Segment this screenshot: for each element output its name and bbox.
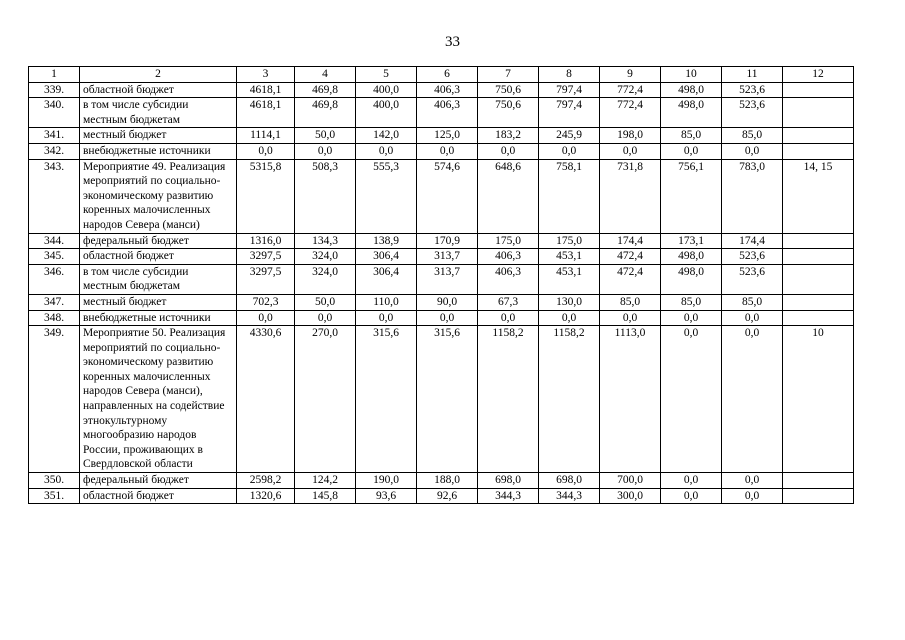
table-row: [29, 82, 854, 98]
row-index: 349.: [29, 326, 80, 473]
value-cell: 772,4: [600, 82, 661, 98]
row-name: федеральный бюджет: [80, 473, 237, 489]
value-cell: 344,3: [539, 488, 600, 504]
table-row: [29, 159, 854, 233]
value-cell: 498,0: [661, 264, 722, 294]
value-cell: 300,0: [600, 488, 661, 504]
value-cell: 125,0: [417, 128, 478, 144]
table-row: [29, 143, 854, 159]
value-cell: 0,0: [722, 488, 783, 504]
target-indicator-cell: [783, 310, 854, 326]
value-cell: 2598,2: [237, 473, 295, 489]
value-cell: 406,3: [417, 98, 478, 128]
value-cell: 90,0: [417, 294, 478, 310]
value-cell: 698,0: [539, 473, 600, 489]
value-cell: 498,0: [661, 82, 722, 98]
table-row: [29, 264, 854, 294]
value-cell: 0,0: [600, 310, 661, 326]
row-name: областной бюджет: [80, 488, 237, 504]
value-cell: 523,6: [722, 98, 783, 128]
value-cell: 700,0: [600, 473, 661, 489]
row-name: внебюджетные источники: [80, 143, 237, 159]
row-index: 347.: [29, 294, 80, 310]
value-cell: 313,7: [417, 249, 478, 265]
value-cell: 0,0: [661, 326, 722, 473]
target-indicator-cell: [783, 249, 854, 265]
value-cell: 469,8: [295, 82, 356, 98]
value-cell: 406,3: [478, 264, 539, 294]
column-number: 6: [417, 67, 478, 83]
value-cell: 188,0: [417, 473, 478, 489]
row-name: в том числе субсидии местным бюджетам: [80, 264, 237, 294]
column-number-row: [29, 67, 854, 83]
value-cell: 750,6: [478, 82, 539, 98]
row-name: Мероприятие 49. Реализация мероприятий по социально-экономическому развитию коренных малочисленных народов Севера (манси): [80, 159, 237, 233]
value-cell: 523,6: [722, 264, 783, 294]
value-cell: 5315,8: [237, 159, 295, 233]
value-cell: 50,0: [295, 128, 356, 144]
row-index: 343.: [29, 159, 80, 233]
value-cell: 3297,5: [237, 249, 295, 265]
value-cell: 406,3: [417, 82, 478, 98]
row-index: 348.: [29, 310, 80, 326]
value-cell: 453,1: [539, 249, 600, 265]
value-cell: 344,3: [478, 488, 539, 504]
value-cell: 315,6: [356, 326, 417, 473]
table-row: [29, 473, 854, 489]
value-cell: 245,9: [539, 128, 600, 144]
row-index: 346.: [29, 264, 80, 294]
value-cell: 750,6: [478, 98, 539, 128]
value-cell: 1316,0: [237, 233, 295, 249]
budget-table: [28, 66, 854, 504]
value-cell: 4618,1: [237, 82, 295, 98]
value-cell: 0,0: [237, 310, 295, 326]
row-name: областной бюджет: [80, 82, 237, 98]
value-cell: 469,8: [295, 98, 356, 128]
value-cell: 190,0: [356, 473, 417, 489]
column-number: 1: [29, 67, 80, 83]
value-cell: 0,0: [356, 310, 417, 326]
value-cell: 508,3: [295, 159, 356, 233]
value-cell: 0,0: [417, 310, 478, 326]
value-cell: 50,0: [295, 294, 356, 310]
value-cell: 0,0: [478, 143, 539, 159]
value-cell: 797,4: [539, 98, 600, 128]
target-indicator-cell: [783, 233, 854, 249]
value-cell: 406,3: [478, 249, 539, 265]
row-name: местный бюджет: [80, 128, 237, 144]
value-cell: 67,3: [478, 294, 539, 310]
row-name: в том числе субсидии местным бюджетам: [80, 98, 237, 128]
target-indicator-cell: [783, 264, 854, 294]
value-cell: 472,4: [600, 264, 661, 294]
table-row: [29, 233, 854, 249]
value-cell: 453,1: [539, 264, 600, 294]
value-cell: 1114,1: [237, 128, 295, 144]
value-cell: 731,8: [600, 159, 661, 233]
value-cell: 0,0: [661, 488, 722, 504]
value-cell: 1320,6: [237, 488, 295, 504]
value-cell: 0,0: [237, 143, 295, 159]
value-cell: 175,0: [478, 233, 539, 249]
table-row: [29, 326, 854, 473]
value-cell: 772,4: [600, 98, 661, 128]
value-cell: 145,8: [295, 488, 356, 504]
row-index: 342.: [29, 143, 80, 159]
table-body: [29, 67, 854, 504]
value-cell: 797,4: [539, 82, 600, 98]
target-indicator-cell: [783, 128, 854, 144]
value-cell: 92,6: [417, 488, 478, 504]
value-cell: 0,0: [661, 143, 722, 159]
value-cell: 0,0: [661, 473, 722, 489]
target-indicator-cell: [783, 473, 854, 489]
table-row: [29, 294, 854, 310]
value-cell: 170,9: [417, 233, 478, 249]
value-cell: 173,1: [661, 233, 722, 249]
table-row: [29, 128, 854, 144]
target-indicator-cell: 10: [783, 326, 854, 473]
value-cell: 1158,2: [478, 326, 539, 473]
row-name: Мероприятие 50. Реализация мероприятий по социально-экономическому развитию коренных малочисленных народов Севера (манси), направленных на содействие этнокультурному многообразию народов России, проживающих в Свердловской области: [80, 326, 237, 473]
value-cell: 783,0: [722, 159, 783, 233]
value-cell: 1113,0: [600, 326, 661, 473]
value-cell: 0,0: [661, 310, 722, 326]
value-cell: 134,3: [295, 233, 356, 249]
value-cell: 130,0: [539, 294, 600, 310]
value-cell: 175,0: [539, 233, 600, 249]
value-cell: 4618,1: [237, 98, 295, 128]
column-number: 7: [478, 67, 539, 83]
target-indicator-cell: [783, 488, 854, 504]
value-cell: 0,0: [722, 326, 783, 473]
value-cell: 523,6: [722, 82, 783, 98]
row-name: областной бюджет: [80, 249, 237, 265]
column-number: 9: [600, 67, 661, 83]
value-cell: 0,0: [295, 143, 356, 159]
value-cell: 400,0: [356, 98, 417, 128]
row-index: 345.: [29, 249, 80, 265]
value-cell: 85,0: [661, 294, 722, 310]
value-cell: 1158,2: [539, 326, 600, 473]
table-row: [29, 488, 854, 504]
column-number: 4: [295, 67, 356, 83]
value-cell: 702,3: [237, 294, 295, 310]
value-cell: 648,6: [478, 159, 539, 233]
table-row: [29, 249, 854, 265]
target-indicator-cell: [783, 82, 854, 98]
value-cell: 698,0: [478, 473, 539, 489]
value-cell: 110,0: [356, 294, 417, 310]
value-cell: 498,0: [661, 249, 722, 265]
value-cell: 138,9: [356, 233, 417, 249]
row-index: 339.: [29, 82, 80, 98]
value-cell: 85,0: [600, 294, 661, 310]
row-index: 350.: [29, 473, 80, 489]
value-cell: 523,6: [722, 249, 783, 265]
value-cell: 306,4: [356, 264, 417, 294]
column-number: 8: [539, 67, 600, 83]
value-cell: 313,7: [417, 264, 478, 294]
value-cell: 0,0: [478, 310, 539, 326]
value-cell: 324,0: [295, 249, 356, 265]
value-cell: 270,0: [295, 326, 356, 473]
value-cell: 4330,6: [237, 326, 295, 473]
value-cell: 0,0: [539, 143, 600, 159]
column-number: 2: [80, 67, 237, 83]
table-row: [29, 310, 854, 326]
value-cell: 85,0: [722, 128, 783, 144]
row-name: внебюджетные источники: [80, 310, 237, 326]
value-cell: 124,2: [295, 473, 356, 489]
column-number: 3: [237, 67, 295, 83]
target-indicator-cell: 14, 15: [783, 159, 854, 233]
value-cell: 306,4: [356, 249, 417, 265]
target-indicator-cell: [783, 143, 854, 159]
row-name: федеральный бюджет: [80, 233, 237, 249]
page-number: 33: [445, 34, 460, 50]
value-cell: 472,4: [600, 249, 661, 265]
target-indicator-cell: [783, 98, 854, 128]
column-number: 11: [722, 67, 783, 83]
value-cell: 555,3: [356, 159, 417, 233]
value-cell: 174,4: [722, 233, 783, 249]
value-cell: 0,0: [417, 143, 478, 159]
value-cell: 758,1: [539, 159, 600, 233]
value-cell: 756,1: [661, 159, 722, 233]
value-cell: 85,0: [661, 128, 722, 144]
value-cell: 0,0: [295, 310, 356, 326]
value-cell: 183,2: [478, 128, 539, 144]
value-cell: 198,0: [600, 128, 661, 144]
row-name: местный бюджет: [80, 294, 237, 310]
value-cell: 93,6: [356, 488, 417, 504]
target-indicator-cell: [783, 294, 854, 310]
row-index: 340.: [29, 98, 80, 128]
value-cell: 0,0: [722, 143, 783, 159]
value-cell: 142,0: [356, 128, 417, 144]
value-cell: 0,0: [356, 143, 417, 159]
value-cell: 0,0: [722, 473, 783, 489]
value-cell: 85,0: [722, 294, 783, 310]
value-cell: 3297,5: [237, 264, 295, 294]
column-number: 5: [356, 67, 417, 83]
row-index: 341.: [29, 128, 80, 144]
row-index: 344.: [29, 233, 80, 249]
table-row: [29, 98, 854, 128]
value-cell: 315,6: [417, 326, 478, 473]
value-cell: 174,4: [600, 233, 661, 249]
value-cell: 0,0: [539, 310, 600, 326]
column-number: 12: [783, 67, 854, 83]
row-index: 351.: [29, 488, 80, 504]
value-cell: 574,6: [417, 159, 478, 233]
column-number: 10: [661, 67, 722, 83]
value-cell: 400,0: [356, 82, 417, 98]
value-cell: 498,0: [661, 98, 722, 128]
value-cell: 324,0: [295, 264, 356, 294]
value-cell: 0,0: [722, 310, 783, 326]
value-cell: 0,0: [600, 143, 661, 159]
